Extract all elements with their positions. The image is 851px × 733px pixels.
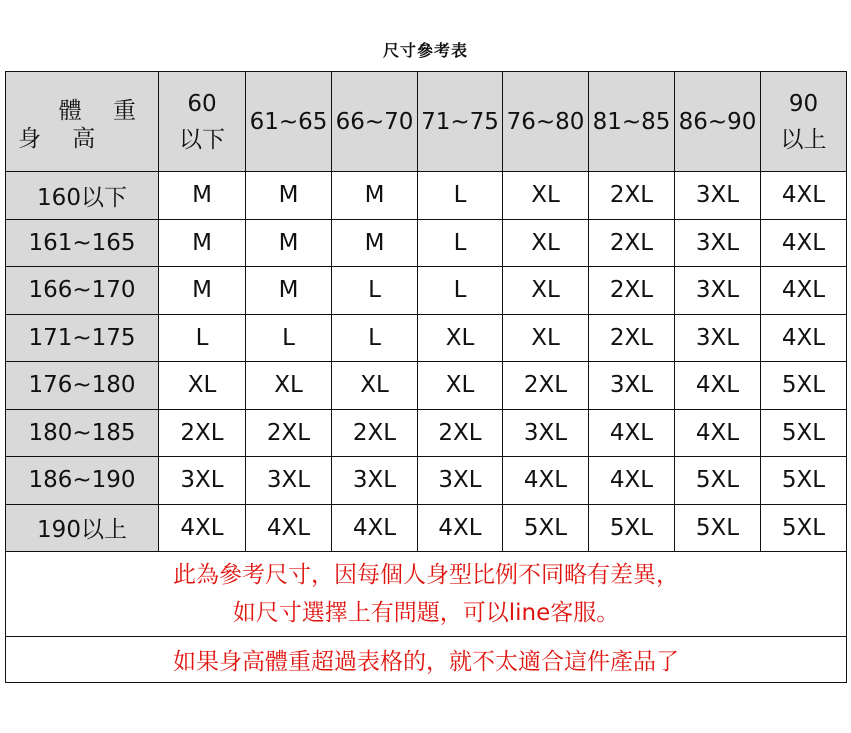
size-cell: 2XL	[332, 409, 418, 457]
weight-header-text: 76~80	[506, 108, 585, 135]
weight-header-text: 71~75	[421, 108, 499, 135]
size-cell: M	[332, 219, 418, 267]
note-cell	[6, 552, 847, 637]
size-cell: 4XL	[675, 362, 761, 410]
table-row	[6, 267, 847, 315]
size-cell: 4XL	[589, 409, 675, 457]
size-cell: 4XL	[589, 457, 675, 505]
height-axis-label: 身 高	[18, 126, 108, 152]
table-row	[6, 219, 847, 267]
size-cell: 2XL	[246, 409, 332, 457]
size-cell: 4XL	[503, 457, 589, 505]
size-cell: 4XL	[675, 409, 761, 457]
height-range-cell: 190以上	[6, 504, 159, 552]
size-chart-table	[5, 71, 847, 683]
size-cell: 3XL	[675, 267, 761, 315]
size-cell: 2XL	[589, 219, 675, 267]
size-cell: 2XL	[589, 314, 675, 362]
size-cell: 3XL	[246, 457, 332, 505]
weight-header-cell	[246, 72, 332, 172]
size-cell: L	[418, 219, 503, 267]
size-cell: XL	[503, 267, 589, 315]
weight-header-cell	[159, 72, 246, 172]
size-cell: XL	[503, 219, 589, 267]
note-line-1: 此為參考尺寸，因每個人身型比例不同略有差異，	[173, 562, 679, 588]
size-cell: 4XL	[761, 314, 847, 362]
size-cell: 4XL	[761, 267, 847, 315]
weight-header-cell	[761, 72, 847, 172]
table-row	[6, 314, 847, 362]
size-cell: 5XL	[589, 504, 675, 552]
size-cell: 5XL	[761, 457, 847, 505]
weight-header-text: 以下	[179, 126, 225, 153]
size-cell: L	[159, 314, 246, 362]
weight-header-text: 90	[788, 90, 819, 117]
size-cell: M	[159, 219, 246, 267]
note-row	[6, 552, 847, 637]
table-row	[6, 172, 847, 220]
size-cell: 4XL	[246, 504, 332, 552]
height-range-cell: 160以下	[6, 172, 159, 220]
size-cell: 4XL	[761, 219, 847, 267]
size-cell: M	[159, 267, 246, 315]
weight-header-cell	[332, 72, 418, 172]
height-range-cell: 166~170	[6, 267, 159, 315]
size-cell: XL	[503, 172, 589, 220]
size-cell: 3XL	[159, 457, 246, 505]
header-row	[6, 72, 847, 172]
weight-header-text: 81~85	[592, 108, 671, 135]
height-range-cell: 161~165	[6, 219, 159, 267]
table-row	[6, 409, 847, 457]
page-title: 尺寸參考表	[382, 41, 468, 60]
size-cell: 4XL	[761, 172, 847, 220]
size-cell: 3XL	[332, 457, 418, 505]
size-cell: 2XL	[589, 267, 675, 315]
size-cell: 4XL	[159, 504, 246, 552]
weight-header-cell	[503, 72, 589, 172]
size-cell: 3XL	[589, 362, 675, 410]
weight-header-cell	[418, 72, 503, 172]
weight-axis-label: 體 重	[58, 98, 148, 124]
height-range-cell: 180~185	[6, 409, 159, 457]
size-cell: XL	[159, 362, 246, 410]
size-cell: 5XL	[761, 362, 847, 410]
weight-header-cell	[589, 72, 675, 172]
size-cell: 5XL	[503, 504, 589, 552]
size-cell: 3XL	[418, 457, 503, 505]
note-line-2: 如尺寸選擇上有問題，可以line客服。	[232, 600, 620, 626]
size-cell: 2XL	[418, 409, 503, 457]
size-cell: 3XL	[503, 409, 589, 457]
height-range-cell: 176~180	[6, 362, 159, 410]
size-cell: L	[246, 314, 332, 362]
size-cell: 3XL	[675, 314, 761, 362]
size-cell: 5XL	[675, 504, 761, 552]
size-cell: 2XL	[589, 172, 675, 220]
size-cell: 2XL	[159, 409, 246, 457]
size-cell: L	[332, 314, 418, 362]
size-cell: XL	[503, 314, 589, 362]
size-cell: M	[332, 172, 418, 220]
size-cell: L	[332, 267, 418, 315]
size-cell: 5XL	[761, 504, 847, 552]
weight-header-cell	[675, 72, 761, 172]
weight-header-text: 86~90	[678, 108, 757, 135]
height-range-cell: 186~190	[6, 457, 159, 505]
size-cell: 3XL	[675, 172, 761, 220]
size-cell: M	[159, 172, 246, 220]
size-cell: XL	[332, 362, 418, 410]
warning-cell: 如果身高體重超過表格的，就不太適合這件產品了	[6, 637, 847, 683]
size-cell: L	[418, 267, 503, 315]
weight-header-text: 60	[187, 90, 217, 117]
warning-row	[6, 637, 847, 683]
table-row	[6, 504, 847, 552]
corner-header-cell	[6, 72, 159, 172]
weight-header-text: 66~70	[335, 108, 414, 135]
size-cell: 2XL	[503, 362, 589, 410]
table-row	[6, 362, 847, 410]
size-cell: M	[246, 219, 332, 267]
size-cell: 5XL	[675, 457, 761, 505]
weight-header-text: 以上	[780, 126, 827, 153]
size-cell: XL	[418, 362, 503, 410]
size-cell: M	[246, 172, 332, 220]
size-cell: M	[246, 267, 332, 315]
size-cell: 4XL	[332, 504, 418, 552]
size-cell: XL	[246, 362, 332, 410]
size-cell: L	[418, 172, 503, 220]
size-cell: 5XL	[761, 409, 847, 457]
size-cell: XL	[418, 314, 503, 362]
height-range-cell: 171~175	[6, 314, 159, 362]
weight-header-text: 61~65	[249, 108, 328, 135]
size-cell: 3XL	[675, 219, 761, 267]
table-row	[6, 457, 847, 505]
size-cell: 4XL	[418, 504, 503, 552]
